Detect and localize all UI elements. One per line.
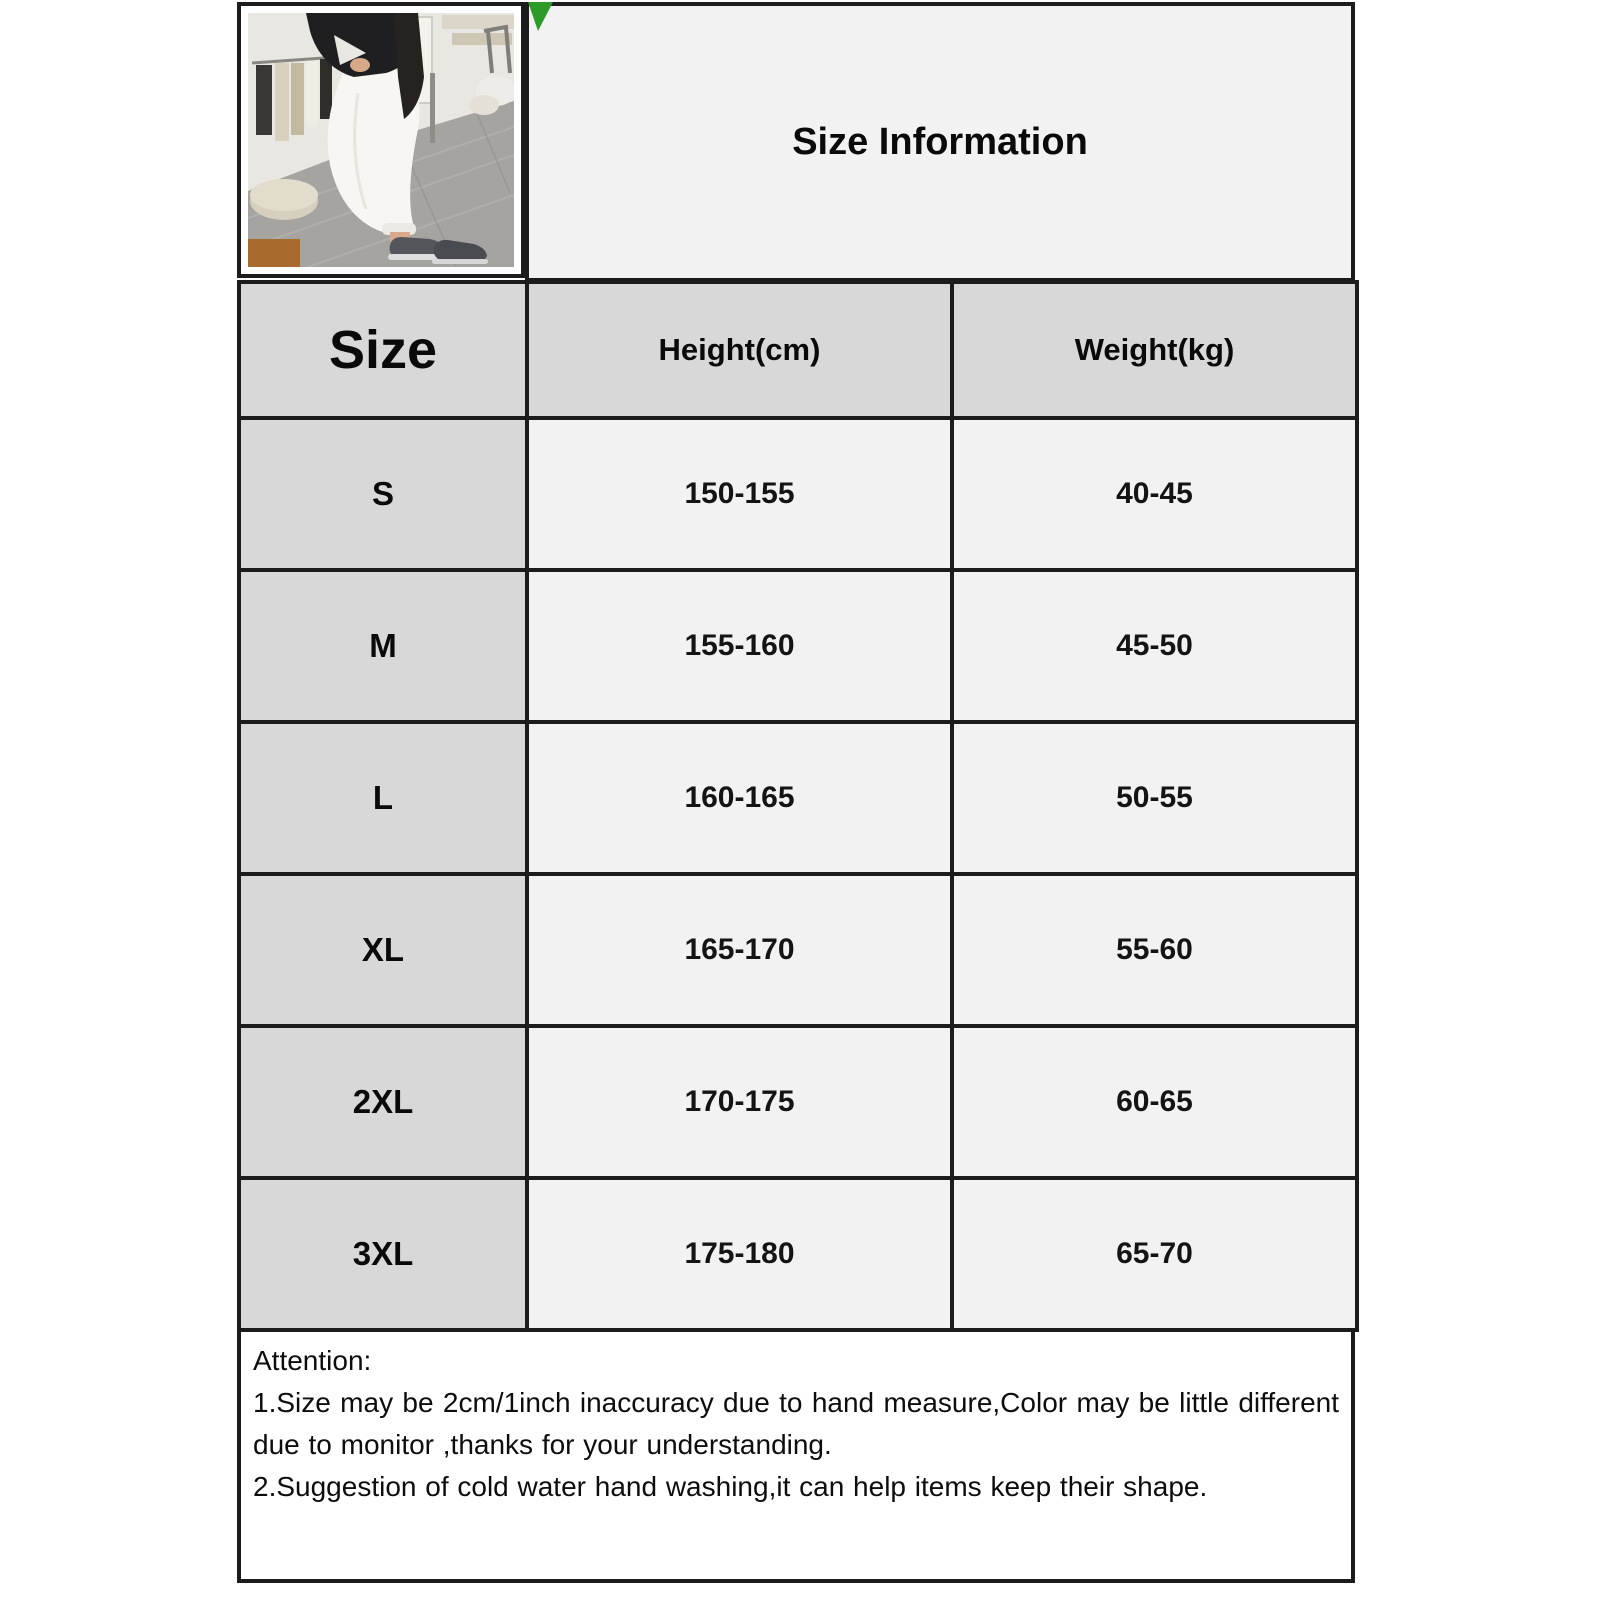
size-cell: 3XL [239, 1178, 527, 1330]
weight-cell: 60-65 [952, 1026, 1357, 1178]
top-row [237, 0, 1355, 280]
green-triangle-marker [527, 2, 553, 32]
height-cell: 170-175 [527, 1026, 952, 1178]
column-header-height: Height(cm) [527, 282, 952, 418]
product-photo-illustration [248, 13, 514, 267]
height-cell: 150-155 [527, 418, 952, 570]
product-photo [237, 2, 525, 278]
table-row [239, 1026, 1357, 1178]
height-cell: 175-180 [527, 1178, 952, 1330]
weight-cell: 45-50 [952, 570, 1357, 722]
column-header-weight: Weight(kg) [952, 282, 1357, 418]
page-title: Size Information [792, 120, 1088, 163]
attention-heading: Attention: [253, 1345, 372, 1376]
header-row [239, 282, 1357, 418]
height-cell: 155-160 [527, 570, 952, 722]
table-row [239, 874, 1357, 1026]
size-cell: 2XL [239, 1026, 527, 1178]
table-row [239, 418, 1357, 570]
size-cell: M [239, 570, 527, 722]
attention-note-2: 2.Suggestion of cold water hand washing,it can help items keep their shape. [253, 1471, 1208, 1502]
height-cell: 165-170 [527, 874, 952, 1026]
size-table [237, 280, 1359, 1332]
attention-note-1: 1.Size may be 2cm/1inch inaccuracy due to hand measure,Color may be little different due to monitor ,thanks for your understanding. [253, 1387, 1339, 1460]
size-cell: L [239, 722, 527, 874]
attention-box [237, 1328, 1355, 1583]
weight-cell: 50-55 [952, 722, 1357, 874]
size-cell: S [239, 418, 527, 570]
title-cell [525, 2, 1355, 282]
table-row [239, 570, 1357, 722]
weight-cell: 55-60 [952, 874, 1357, 1026]
weight-cell: 65-70 [952, 1178, 1357, 1330]
column-header-size: Size [239, 282, 527, 418]
height-cell: 160-165 [527, 722, 952, 874]
table-row [239, 1178, 1357, 1330]
table-row [239, 722, 1357, 874]
size-cell: XL [239, 874, 527, 1026]
weight-cell: 40-45 [952, 418, 1357, 570]
sheet [237, 0, 1355, 1583]
